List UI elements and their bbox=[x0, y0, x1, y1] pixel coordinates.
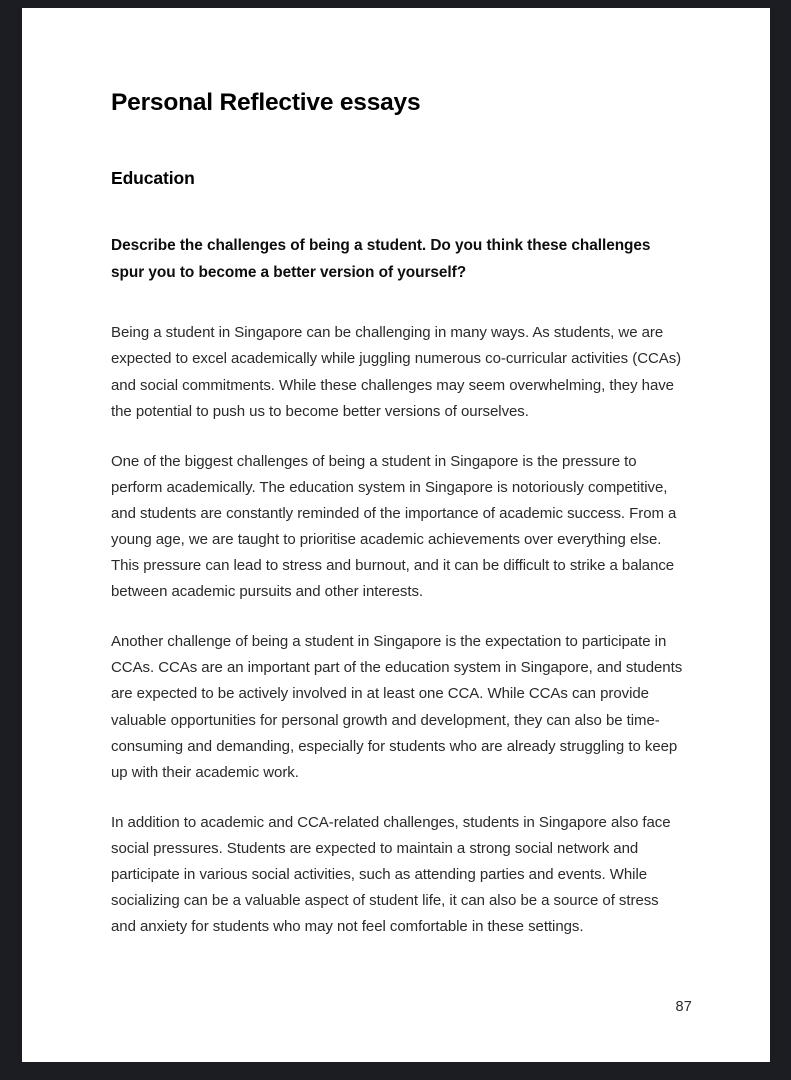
essay-prompt: Describe the challenges of being a student. Do you think these challenges spur you to become a better version of yourself? bbox=[111, 237, 651, 281]
document-page bbox=[22, 8, 770, 1062]
body-paragraph: Another challenge of being a student in Singapore is the expectation to participate in CCAs. CCAs are an important part of the education system in Singapore, and students are expected to be actively involved in at least one CCA. While CCAs can provide valuable opportunities for personal growth and development, they can also be time-consuming and demanding, especially for students who are already struggling to keep up with their academic work. bbox=[111, 633, 683, 781]
section-heading-education: Education bbox=[111, 167, 195, 188]
body-paragraph: One of the biggest challenges of being a student in Singapore is the pressure to perform academically. The education system in Singapore is notoriously competitive, and students are constantly reminded of the importance of academic success. From a young age, we are taught to prioritise academic achievements over everything else. This pressure can lead to stress and burnout, and it can be difficult to strike a balance between academic pursuits and other interests. bbox=[111, 452, 677, 601]
body-paragraph: In addition to academic and CCA-related challenges, students in Singapore also face social pressures. Students are expected to maintain a strong social network and participate in various social activities, such as attending parties and events. While socializing can be a valuable aspect of student life, it can also be a source of stress and anxiety for students who may not feel comfortable in these settings. bbox=[111, 813, 671, 936]
page-number: 87 bbox=[675, 999, 692, 1015]
body-paragraph: Being a student in Singapore can be challenging in many ways. As students, we are expected to excel academically while juggling numerous co-curricular activities (CCAs) and social commitments. While these challenges may seem overwhelming, they have the potential to push us to become better versions of ourselves. bbox=[111, 324, 682, 420]
page-text-column bbox=[111, 88, 683, 940]
page-title: Personal Reflective essays bbox=[111, 89, 421, 116]
